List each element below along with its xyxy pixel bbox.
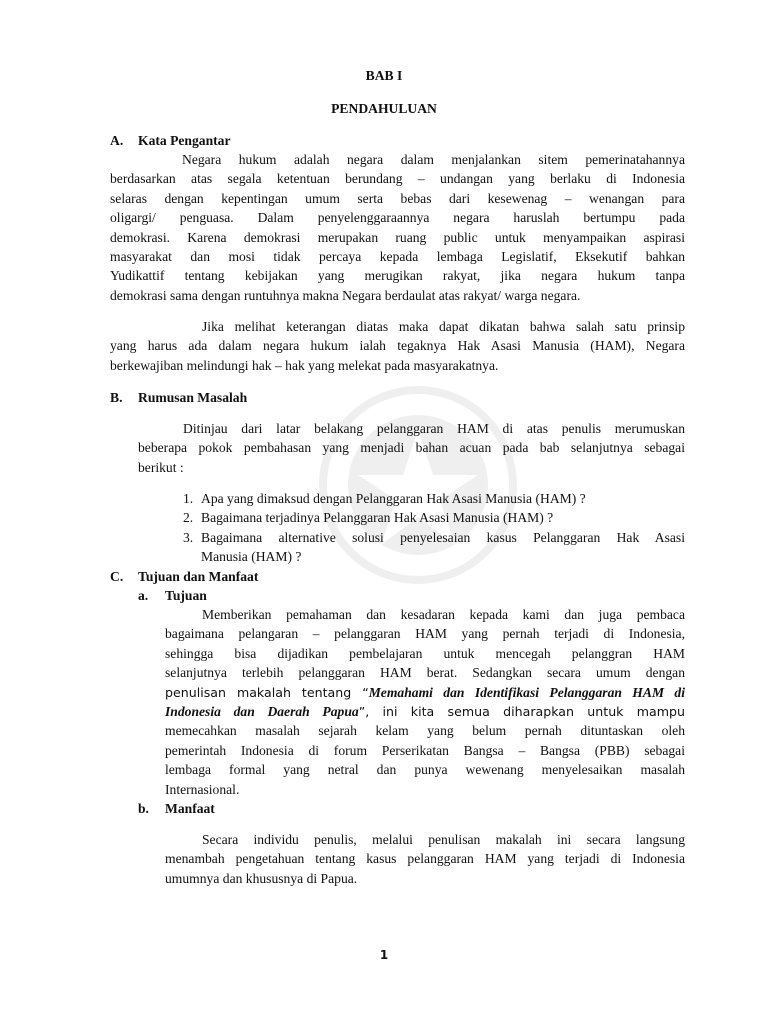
problem-list: [183, 489, 685, 567]
tujuan-paragraph: [165, 605, 685, 799]
text-line: demokrasi. Karena demokrasi merupakan ruang public untuk menyampaikan aspirasi: [110, 229, 685, 245]
page-number: 1: [379, 948, 389, 962]
text-line: memecahkan masalah sejarah kelam yang belum pernah dituntaskan oleh: [165, 723, 685, 739]
list-item: [183, 508, 685, 527]
text-line: lembaga formal yang netral dan punya wewenang menyelesaikan masalah: [165, 762, 685, 778]
text-line: Ditinjau dari latar belakang pelanggaran HAM di atas penulis merumuskan: [183, 421, 685, 436]
chapter-title: PENDAHULUAN: [331, 101, 437, 116]
list-item: [183, 528, 685, 567]
list-number: 1.: [183, 491, 194, 506]
text-line: yang harus ada dalam negara hukum ialah tegaknya Hak Asasi Manusia (HAM), Negara: [110, 338, 685, 354]
text-run: ”, ini kita semua diharapkan untuk mampu: [358, 704, 685, 720]
section-b-heading: Rumusan Masalah: [138, 390, 248, 405]
text-line: berkewajiban melindungi hak – hak yang melekat pada masyarakatnya.: [110, 357, 499, 373]
text-line: bagaimana pelangaran – pelanggaran HAM yang pernah terjadi di Indonesia,: [165, 626, 685, 642]
text-line: Jika melihat keterangan diatas maka dapat dikatan bahwa salah satu prinsip: [202, 319, 685, 334]
makalah-title-part-1: Memahami dan Identifikasi Pelanggaran HAM di: [368, 684, 685, 700]
text-line: selaras dengan kepentingan umum serta bebas dari kesewenag – wenangan para: [110, 190, 685, 206]
text-line: menambah pengetahuan tentang kasus pelanggaran HAM yang terjadi di Indonesia: [165, 851, 685, 867]
text-line: selanjutnya terlebih pelanggaran HAM berat. Sedangkan secara umum dengan: [165, 665, 685, 681]
section-a-paragraph-1: [110, 150, 685, 305]
text-run: penulisan makalah tentang “: [165, 684, 369, 700]
text-line: [165, 702, 685, 721]
section-b-marker: B.: [110, 390, 123, 405]
text-line: [165, 683, 685, 702]
section-c-marker: C.: [110, 569, 124, 584]
text-line: Internasional.: [165, 781, 240, 797]
text-line: Yudikattif tentang kebijakan yang merugikan rakyat, jika negara hukum tanpa: [110, 268, 685, 284]
text-line: berdasarkan atas segala ketentuan berundang – undangan yang berlaku di Indonesia: [110, 171, 685, 187]
section-a-heading: Kata Pengantar: [138, 133, 231, 148]
list-text: Manusia (HAM) ?: [201, 549, 302, 565]
text-line: Memberikan pemahaman dan kesadaran kepada kami dan juga pembaca: [202, 607, 685, 622]
text-line: Negara hukum adalah negara dalam menjalankan sitem pemerinatahannya: [182, 152, 685, 167]
list-text: Bagaimana alternative solusi penyelesaian kasus Pelanggaran Hak Asasi: [201, 529, 685, 545]
manfaat-paragraph: [165, 830, 685, 888]
subsection-b-marker: b.: [138, 801, 149, 816]
text-line: sehingga bisa dijadikan pembelajaran untuk mencegah pelanggran HAM: [165, 645, 685, 661]
section-c-heading: Tujuan dan Manfaat: [138, 569, 259, 584]
subsection-a-marker: a.: [138, 588, 149, 603]
text-line: pemerintah Indonesia di forum Perserikatan Bangsa – Bangsa (PBB) sebagai: [165, 742, 685, 758]
text-line: Secara individu penulis, melalui penulisan makalah ini secara langsung: [202, 832, 685, 847]
makalah-title-part-2: Indonesia dan Daerah Papua: [165, 704, 359, 720]
text-line: demokrasi sama dengan runtuhnya makna Negara berdaulat atas rakyat/ warga negara.: [110, 287, 581, 303]
section-a-paragraph-2: [110, 317, 685, 375]
list-text: Bagaimana terjadinya Pelanggaran Hak Asasi Manusia (HAM) ?: [201, 510, 554, 526]
section-b-intro: [138, 419, 685, 477]
subsection-a-heading: Tujuan: [165, 588, 207, 603]
text-line: umumnya dan khususnya di Papua.: [165, 870, 358, 886]
text-line: beberapa pokok pembahasan yang menjadi bahan acuan pada bab selanjutnya sebagai: [138, 440, 685, 456]
subsection-b-heading: Manfaat: [165, 801, 215, 816]
chapter-label: BAB I: [365, 68, 403, 83]
text-line: oligargi/ penguasa. Dalam penyelenggaraannya negara haruslah bertumpu pada: [110, 210, 685, 226]
list-number: 2.: [183, 510, 194, 526]
list-item: [183, 489, 685, 508]
section-a-marker: A.: [110, 133, 124, 148]
list-number: 3.: [183, 529, 194, 545]
list-text: Apa yang dimaksud dengan Pelanggaran Hak Asasi Manusia (HAM) ?: [201, 491, 586, 506]
text-line: masyarakat dan mosi tidak percaya kepada lembaga Legislatif, Eksekutif bahkan: [110, 249, 685, 265]
text-line: berikut :: [138, 459, 184, 475]
